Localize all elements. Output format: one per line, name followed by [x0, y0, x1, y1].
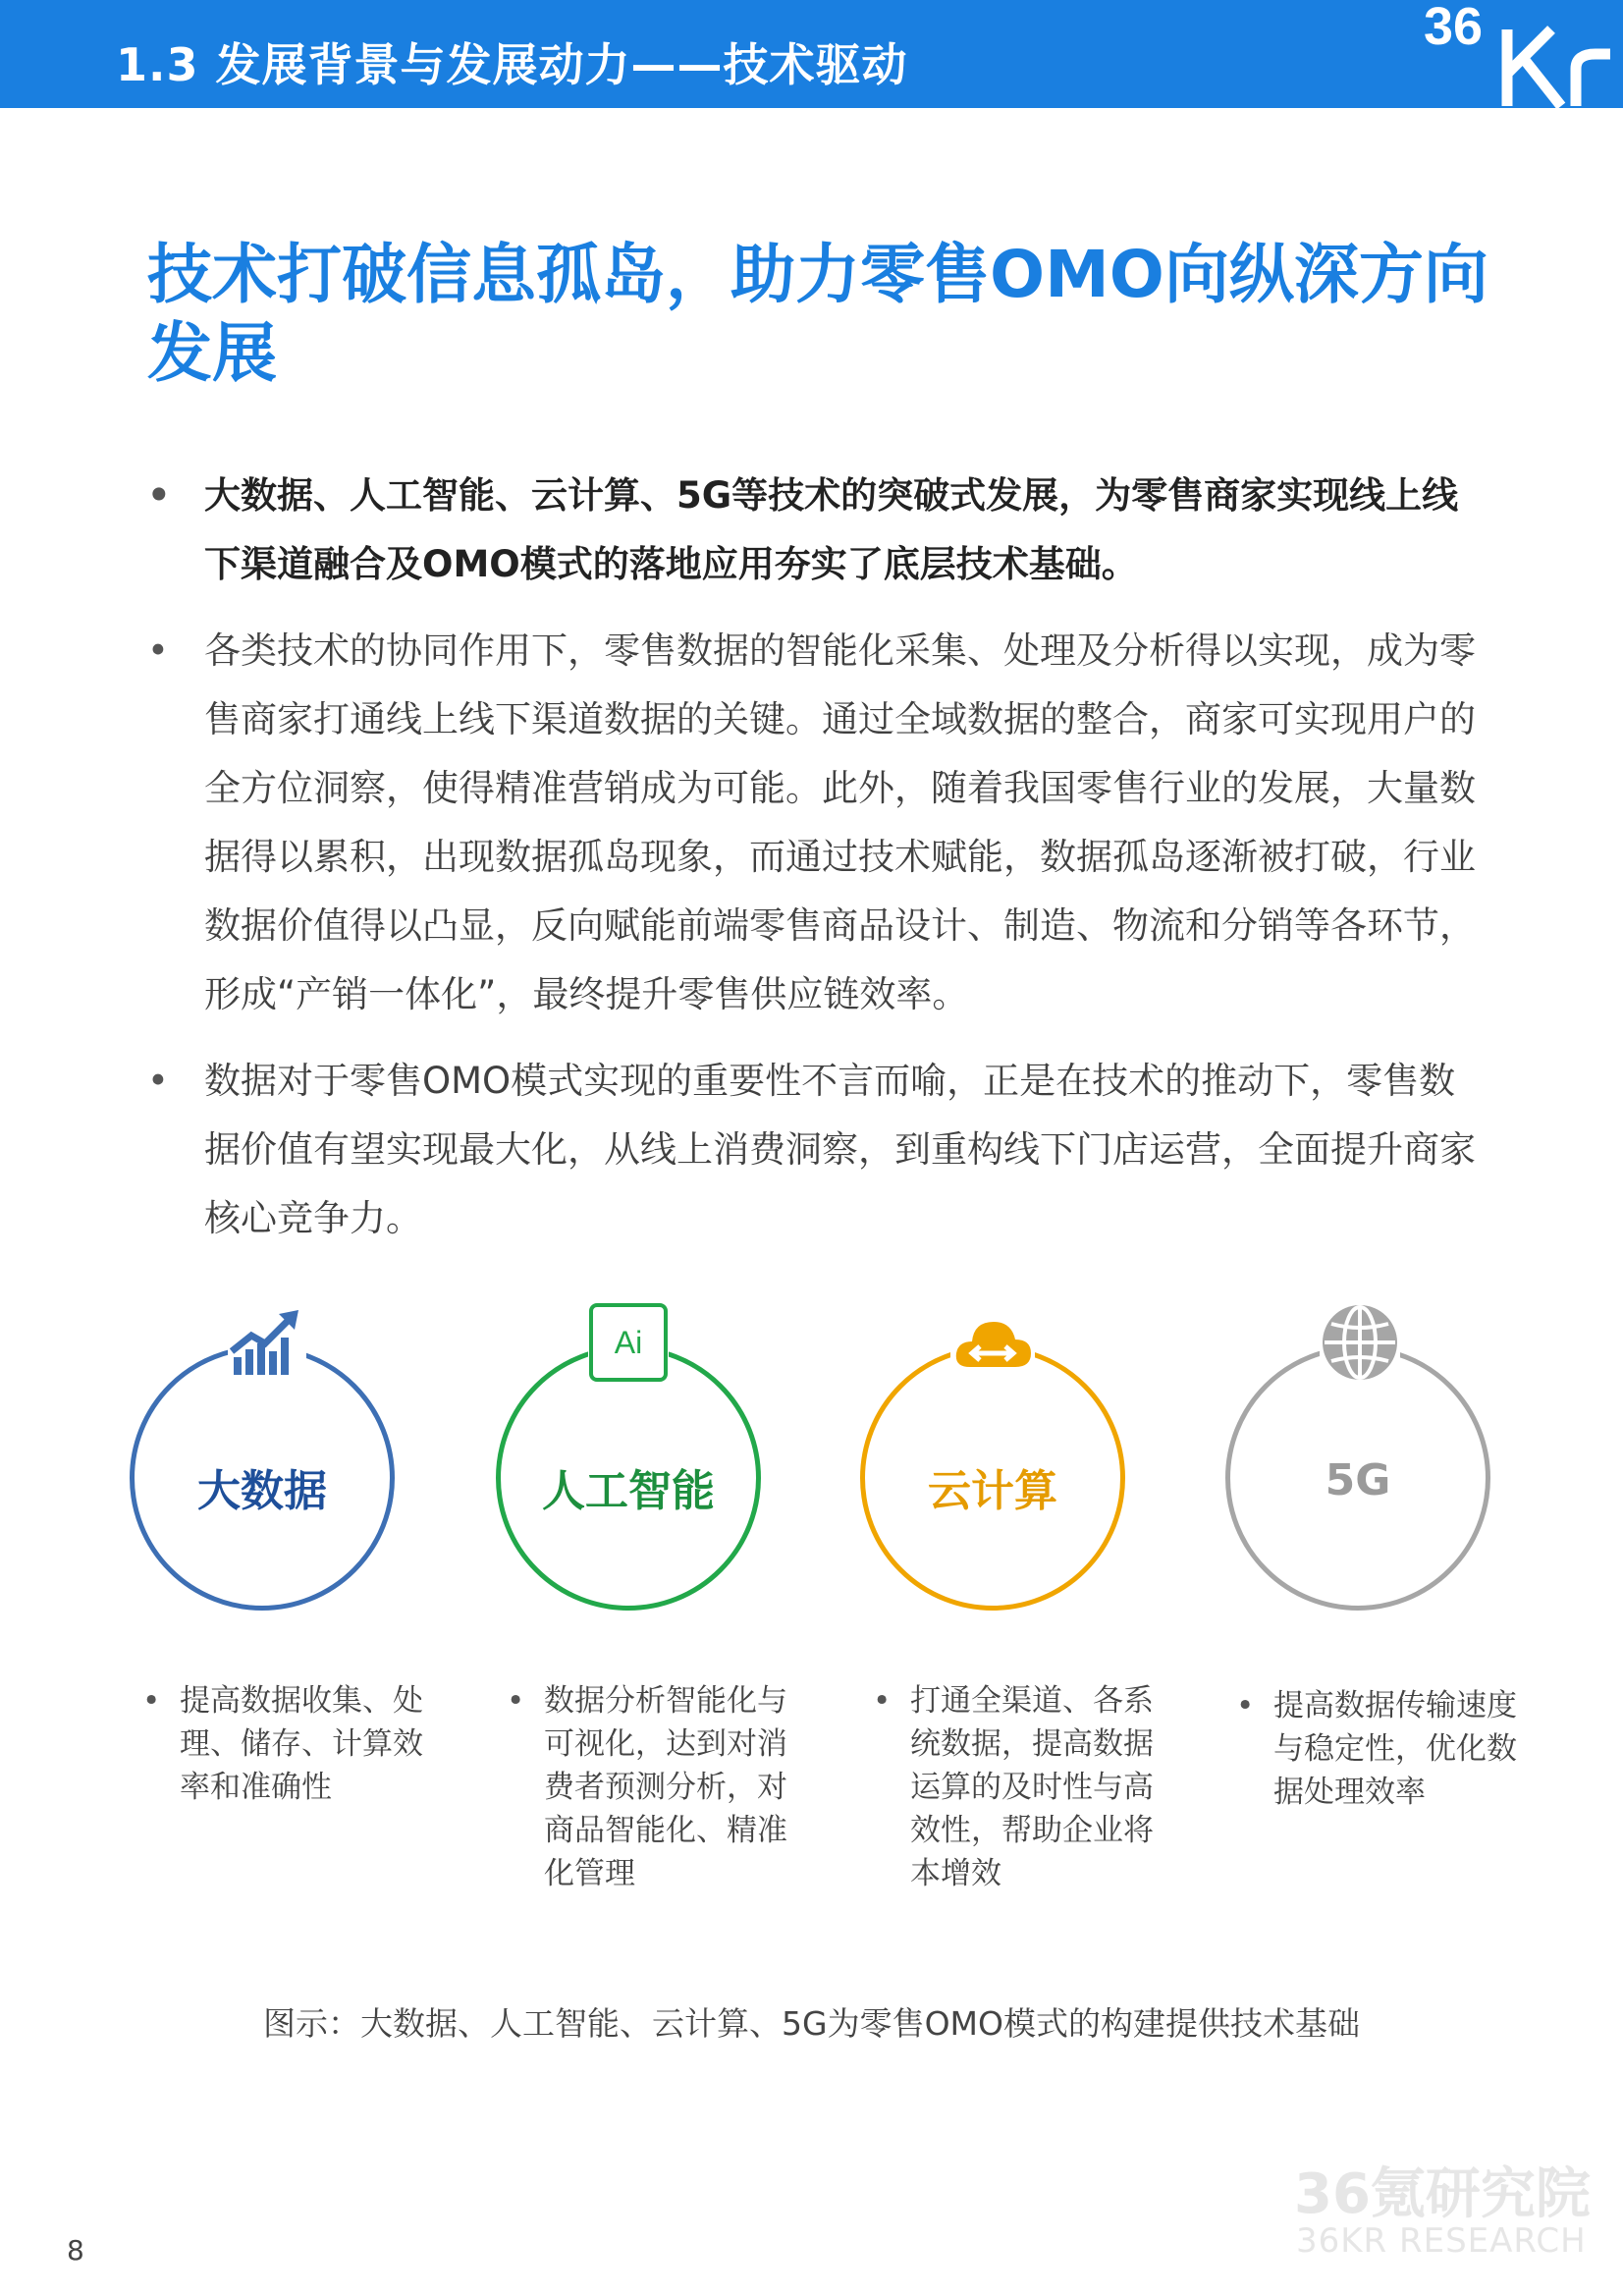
- ai-chip-icon: [588, 1302, 669, 1383]
- globe-icon: [1320, 1302, 1400, 1383]
- section-title: 1.3 发展背景与发展动力——技术驱动: [116, 38, 908, 91]
- watermark-en: 36KR RESEARCH: [1296, 2221, 1587, 2261]
- tech-description: • 数据分析智能化与可视化，达到对消费者预测分析，对商品智能化、精准化管理: [507, 1679, 789, 1895]
- bullet-item: • 数据对于零售OMO模式实现的重要性不言而喻，正是在技术的推动下，零售数据价值有望实现最大化，从线上消费洞察，到重构线下门店运营，全面提升商家核心竞争力。: [147, 1047, 1483, 1253]
- bullet-list: [147, 462, 1483, 1271]
- figure-caption: 图示：大数据、人工智能、云计算、5G为零售OMO模式的构建提供技术基础: [263, 2004, 1360, 2043]
- cloud-icon: [950, 1310, 1035, 1379]
- tech-label: 云计算: [928, 1466, 1057, 1516]
- page-number: 8: [67, 2234, 84, 2267]
- bullet-item: • 各类技术的协同作用下，零售数据的智能化采集、处理及分析得以实现，成为零售商家打通线上线下渠道数据的关键。通过全域数据的整合，商家可实现用户的全方位洞察，使得精准营销成为可能。此外，随着我国零售行业的发展，大量数据得以累积，出现数据孤岛现象，而通过技术赋能，数据孤岛逐渐被打破，行业数据价值得以凸显，反向赋能前端零售商品设计、制造、物流和分销等各环节，形成“产销一体化”，最终提升零售供应链效率。: [147, 617, 1483, 1029]
- tech-description: • 提高数据收集、处理、储存、计算效率和准确性: [142, 1679, 425, 1809]
- watermark-cn: 36氪研究院: [1294, 2162, 1591, 2226]
- chart-growth-icon: [228, 1306, 306, 1385]
- tech-label: 大数据: [197, 1466, 327, 1516]
- tech-label: 5G: [1325, 1455, 1391, 1505]
- bullet-item: • 大数据、人工智能、云计算、5G等技术的突破式发展，为零售商家实现线上线下渠道融合及OMO模式的落地应用夯实了底层技术基础。: [147, 462, 1483, 599]
- page-title: 技术打破信息孤岛，助力零售OMO向纵深方向发展: [147, 237, 1488, 391]
- 36kr-logo: [1414, 0, 1623, 108]
- svg-text:36: 36: [1424, 0, 1484, 56]
- svg-text:Ai: Ai: [614, 1325, 643, 1360]
- tech-description: • 提高数据传输速度与稳定性，优化数据处理效率: [1236, 1684, 1519, 1814]
- header-bar: [0, 0, 1623, 108]
- tech-label: 人工智能: [542, 1466, 715, 1516]
- tech-description: • 打通全渠道、各系统数据，提高数据运算的及时性与高效性，帮助企业将本增效: [873, 1679, 1156, 1895]
